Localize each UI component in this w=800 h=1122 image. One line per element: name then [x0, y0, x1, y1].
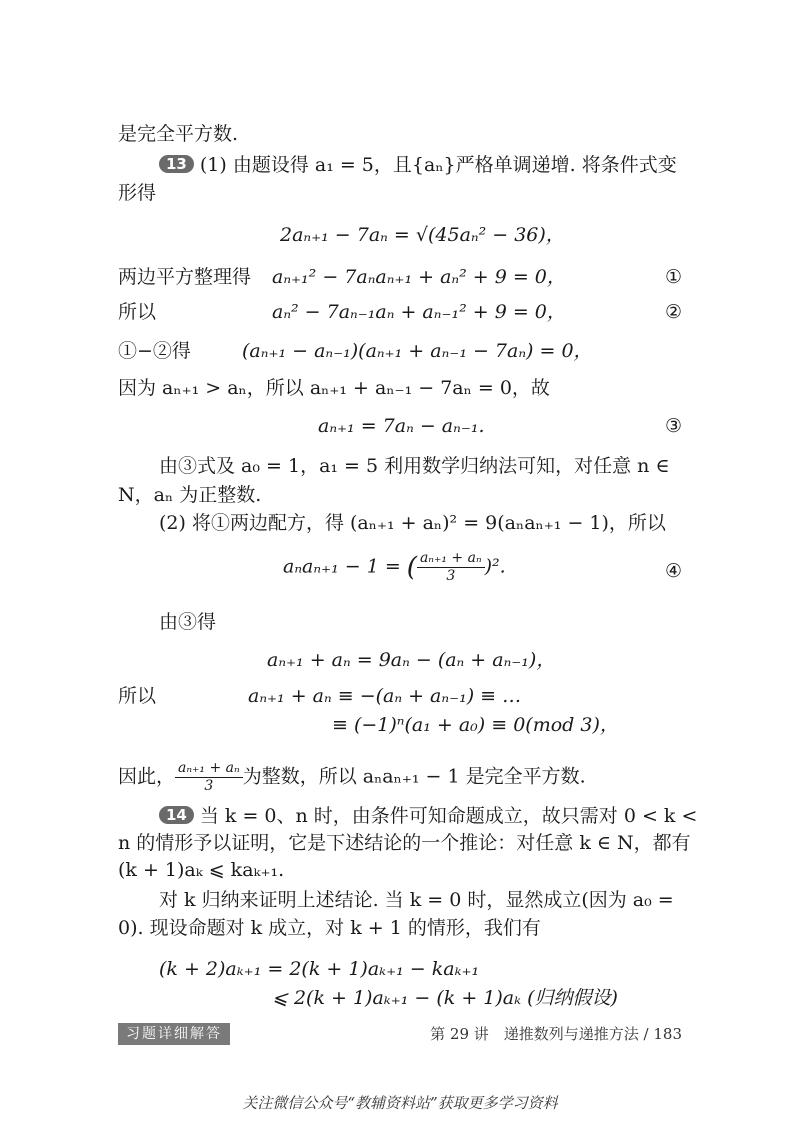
text-line: ①−②得: [118, 340, 191, 362]
problem-13-line: [159, 152, 677, 178]
text: 因此，: [118, 765, 176, 788]
text-line: 所以: [118, 685, 157, 707]
text-line: 对 k 归纳来证明上述结论. 当 k = 0 时，显然成立(因为 a₀ =: [159, 889, 674, 911]
fraction: [417, 550, 485, 585]
text-line: 0). 现设命题对 k 成立，对 k + 1 的情形，我们有: [118, 917, 541, 939]
fraction: [175, 760, 243, 795]
equation-1: aₙ₊₁² − 7aₙaₙ₊₁ + aₙ² + 9 = 0，: [272, 266, 566, 288]
equation: aₙ₊₁ + aₙ ≡ −(aₙ + aₙ₋₁) ≡ …: [248, 685, 522, 707]
footer-handwritten-note: 关注微信公众号“教辅资料站”获取更多学习资料: [242, 1094, 558, 1112]
eq4-right: )².: [484, 555, 506, 578]
text-line: 因为 aₙ₊₁ > aₙ，所以 aₙ₊₁ + aₙ₋₁ − 7aₙ = 0，故: [118, 377, 550, 399]
fraction-denominator: 3: [446, 568, 456, 584]
equation-3: aₙ₊₁ = 7aₙ − aₙ₋₁.: [318, 415, 485, 437]
text-line: 由③式及 a₀ = 1，a₁ = 5 利用数学归纳法可知，对任意 n ∈: [159, 455, 670, 477]
problem-14-badge: 14: [159, 806, 194, 824]
text-line: 形得: [118, 182, 157, 204]
equation: 2aₙ₊₁ − 7aₙ = √(45aₙ² − 36)，: [280, 224, 565, 246]
equation-2: aₙ² − 7aₙ₋₁aₙ + aₙ₋₁² + 9 = 0，: [272, 301, 566, 323]
equation-number-1: ①: [664, 266, 682, 288]
equation-4: [283, 550, 506, 585]
text-line: (k + 1)aₖ ⩽ kaₖ₊₁.: [118, 859, 285, 881]
text: (1) 由题设得 a₁ = 5，且{aₙ}严格单调递增. 将条件式变: [199, 154, 677, 176]
problem-14-line: [159, 803, 697, 829]
equation-number-4: ④: [664, 560, 682, 582]
text-line: n 的情形予以证明，它是下述结论的一个推论：对任意 k ∈ N，都有: [118, 832, 691, 854]
text: 为整数，所以 aₙaₙ₊₁ − 1 是完全平方数.: [242, 765, 586, 788]
equation: ⩽ 2(k + 1)aₖ₊₁ − (k + 1)aₖ (归纳假设): [272, 987, 618, 1009]
fraction-numerator: aₙ₊₁ + aₙ: [175, 760, 243, 778]
text-line: 所以: [118, 301, 157, 323]
text-line: 由③得: [159, 611, 217, 633]
text-line: 两边平方整理得: [118, 266, 252, 288]
fraction-denominator: 3: [204, 778, 214, 794]
text-line: N，aₙ 为正整数.: [118, 484, 262, 506]
text: 当 k = 0、n 时，由条件可知命题成立，故只需对 0 < k <: [199, 805, 698, 827]
equation: aₙ₊₁ + aₙ = 9aₙ − (aₙ + aₙ₋₁)，: [267, 649, 556, 671]
paren: (: [406, 552, 417, 583]
footer-chapter-page: 第 29 讲 递推数列与递推方法 / 183: [430, 1025, 682, 1043]
text-line: (2) 将①两边配方，得 (aₙ₊₁ + aₙ)² = 9(aₙaₙ₊₁ − 1)，所以: [159, 512, 666, 534]
text-line: 是完全平方数.: [118, 123, 239, 145]
fraction-numerator: aₙ₊₁ + aₙ: [417, 550, 485, 568]
footer-section-badge: 习题详细解答: [118, 1023, 230, 1045]
equation-number-2: ②: [664, 301, 682, 323]
equation: ≡ (−1)ⁿ(a₁ + a₀) ≡ 0(mod 3)，: [332, 714, 619, 736]
problem-13-badge: 13: [159, 155, 194, 173]
equation: (k + 2)aₖ₊₁ = 2(k + 1)aₖ₊₁ − kaₖ₊₁: [159, 958, 480, 980]
equation: (aₙ₊₁ − aₙ₋₁)(aₙ₊₁ + aₙ₋₁ − 7aₙ) = 0，: [242, 340, 593, 362]
eq4-left: aₙaₙ₊₁ − 1 =: [283, 555, 401, 578]
text-line: [118, 760, 586, 795]
equation-number-3: ③: [664, 415, 682, 437]
